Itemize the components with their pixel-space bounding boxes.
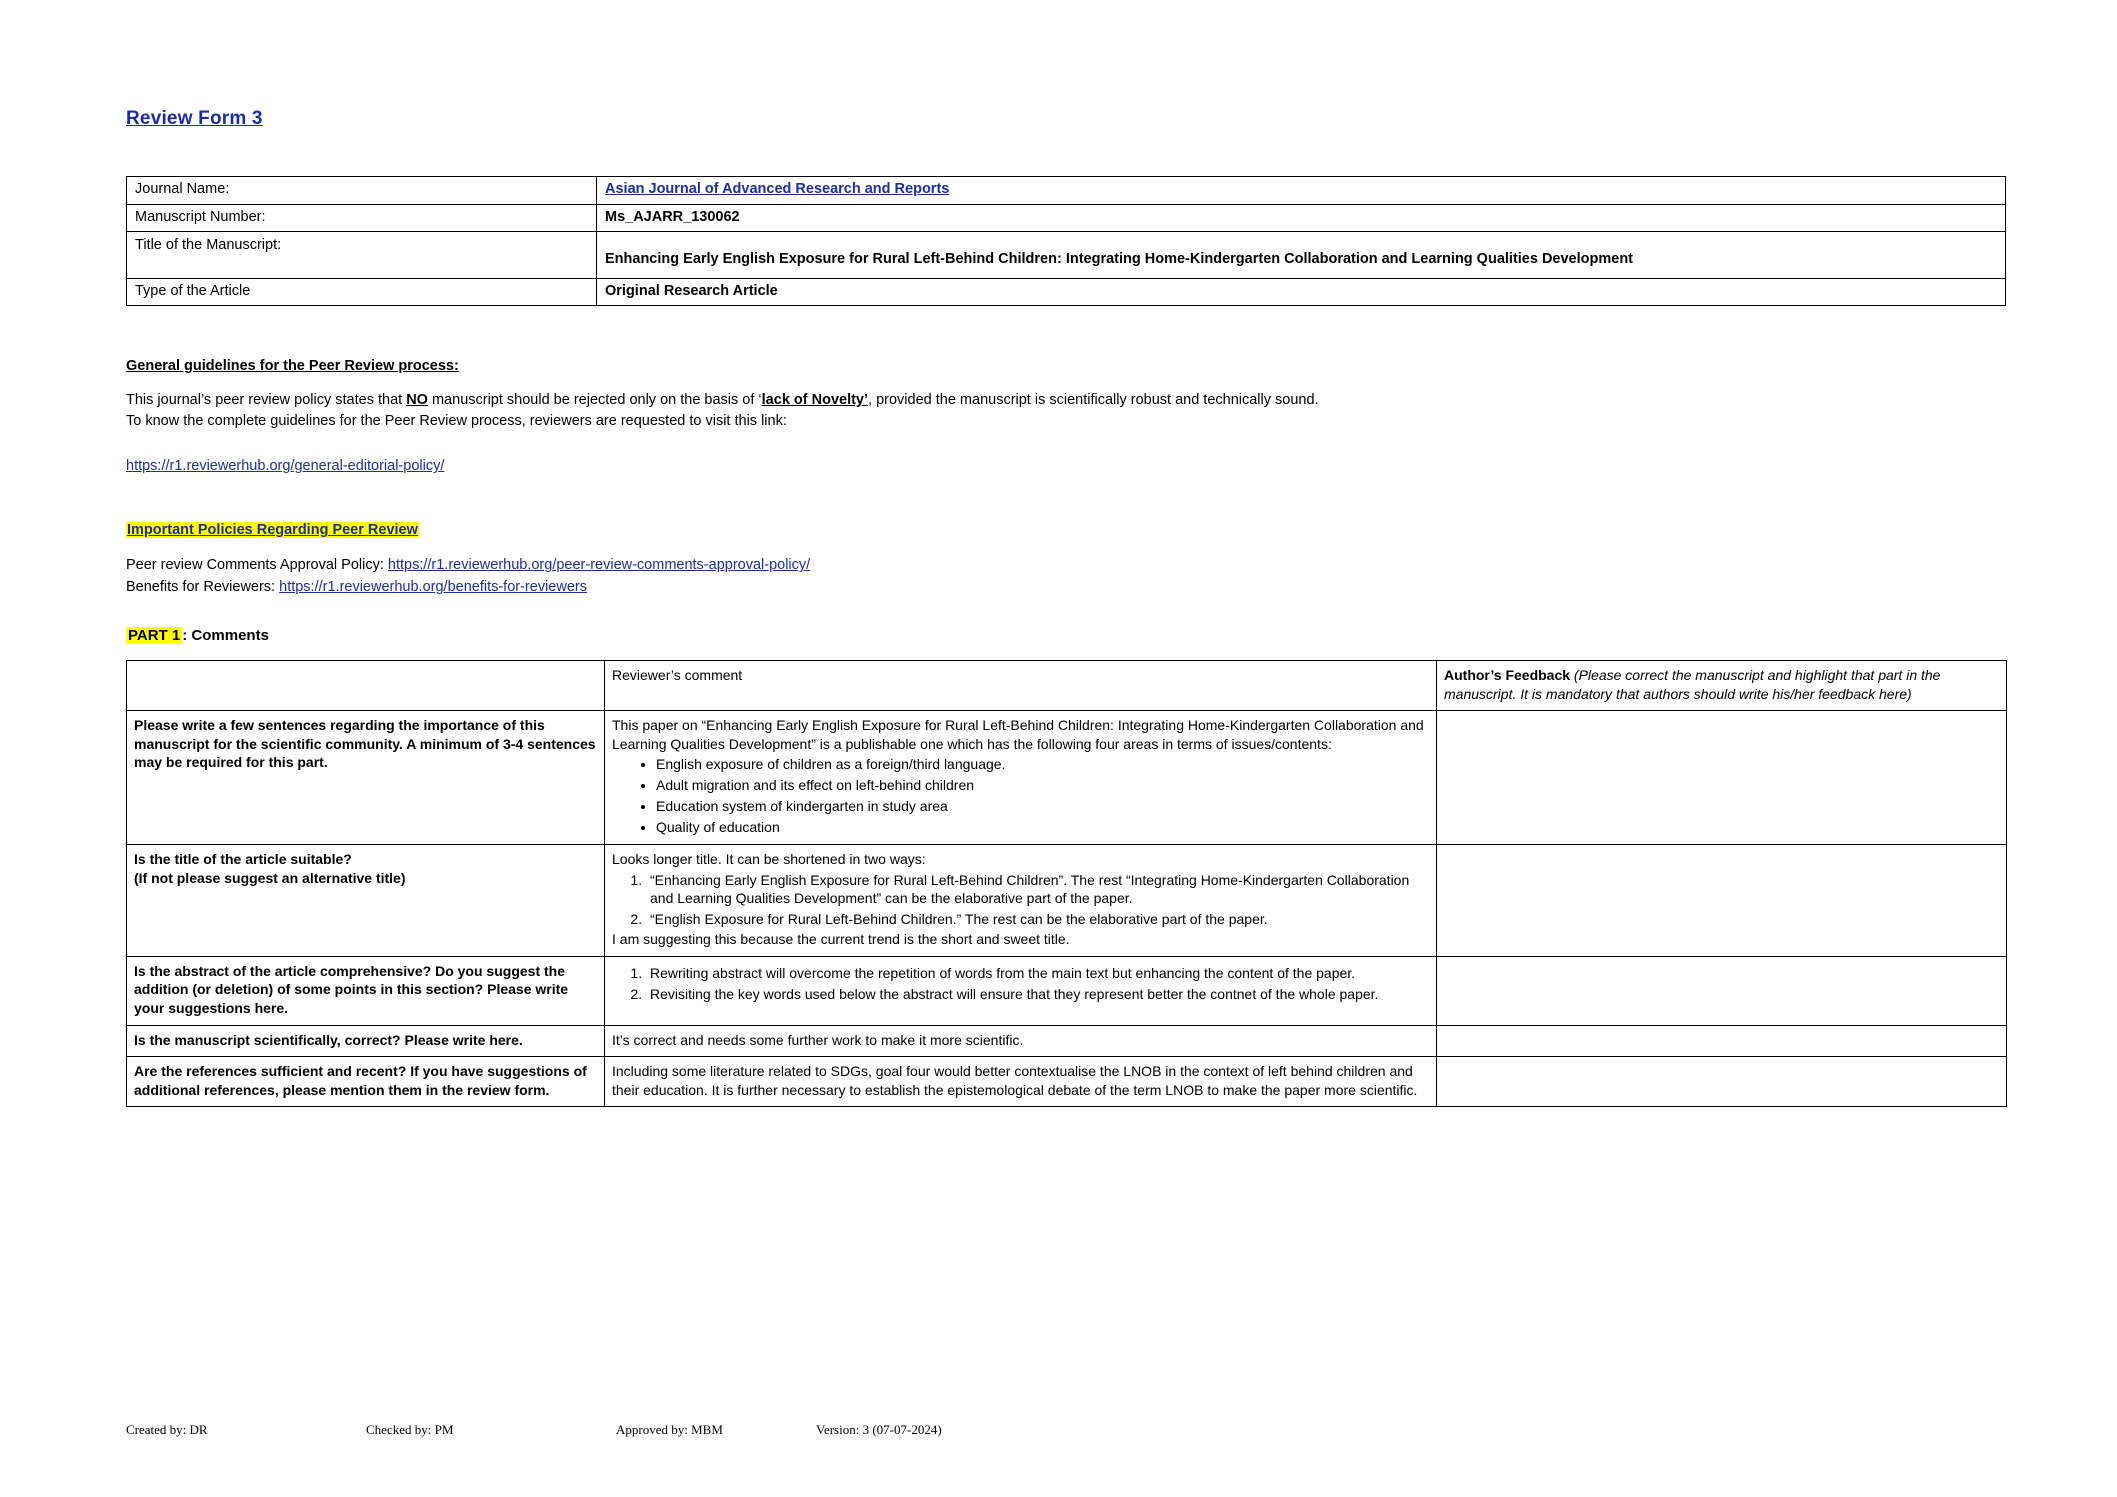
list-item: • English exposure of children as a foreign/third language.: [656, 755, 1429, 774]
list-item: • Quality of education: [656, 818, 1429, 837]
comments-table: [126, 660, 2007, 1108]
table-header-row: [127, 660, 2007, 710]
table-row: [127, 1025, 2007, 1057]
question-title-line2: (If not please suggest an alternative title): [134, 869, 406, 886]
list-item: • Adult migration and its effect on left-behind children: [656, 776, 1429, 795]
part-1-heading: [126, 627, 2006, 644]
comment-bullet-list: [612, 755, 1429, 837]
table-row: [127, 711, 2007, 845]
comment-numbered-list: [612, 964, 1429, 1004]
feedback-importance[interactable]: [1437, 711, 2007, 845]
comment-references: Including some literature related to SDGs, goal four would better contextualise the LNOB in the context of left behind children and their education. It is further necessary to establish the epistemological debate of the term LNOB to make the paper more scientific.: [605, 1057, 1437, 1107]
manuscript-title-label: Title of the Manuscript:: [127, 232, 597, 279]
question-title-line1: Is the title of the article suitable?: [134, 850, 352, 867]
list-item: 2. Revisiting the key words used below the abstract will ensure that they represent better the contnet of the whole paper.: [646, 985, 1429, 1004]
blank-header-cell: [127, 660, 605, 710]
reviewer-comment-header: Reviewer’s comment: [605, 660, 1437, 710]
guidelines-novelty-emphasis: lack of Novelty’: [761, 392, 869, 409]
manuscript-header-table: [126, 176, 2006, 306]
guidelines-text-3: , provided the manuscript is scientifically robust and technically sound.: [868, 392, 1319, 409]
list-item: 2. “English Exposure for Rural Left-Behind Children.” The rest can be the elaborative part of the paper.: [646, 910, 1429, 929]
document-content: [126, 108, 2006, 1107]
comment-intro: This paper on “Enhancing Early English Exposure for Rural Left-Behind Children: Integrating Home-Kindergarten Collaboration and Learning Qualities Development” is a publishable one which has the following four areas in terms of issues/contents:: [612, 717, 1424, 752]
part-1-label: PART 1: [128, 626, 181, 644]
approval-policy-link[interactable]: https://r1.reviewerhub.org/peer-review-comments-approval-policy/: [387, 557, 811, 574]
feedback-references[interactable]: [1437, 1057, 2007, 1107]
guidelines-text-2: manuscript should be rejected only on the basis of ‘: [427, 392, 762, 409]
footer-checked-by: Checked by: PM: [366, 1422, 454, 1437]
page-footer: [126, 1422, 2006, 1438]
authors-feedback-header: [1437, 660, 2007, 710]
question-references: Are the references sufficient and recent? If you have suggestions of additional references, please mention them in the review form.: [127, 1057, 605, 1107]
list-item: 1. Rewriting abstract will overcome the repetition of words from the main text but enhancing the content of the paper.: [646, 964, 1429, 983]
general-guidelines-heading: General guidelines for the Peer Review process:: [126, 358, 459, 375]
table-row: [127, 177, 2006, 205]
comment-importance: [605, 711, 1437, 845]
table-row: [127, 278, 2006, 306]
journal-name-value: [597, 177, 2006, 205]
comment-title-suitable: [605, 844, 1437, 956]
question-scientifically-correct: Is the manuscript scientifically, correct? Please write here.: [127, 1025, 605, 1057]
page-title: Review Form 3: [126, 108, 263, 129]
important-policies-block: [126, 521, 2006, 599]
important-policies-heading: Important Policies Regarding Peer Review: [127, 522, 418, 539]
approval-policy-label: Peer review Comments Approval Policy:: [126, 557, 388, 574]
journal-name-link[interactable]: Asian Journal of Advanced Research and Reports: [605, 181, 950, 197]
guidelines-line2: To know the complete guidelines for the Peer Review process, reviewers are requested to visit this link:: [126, 412, 787, 429]
guidelines-no-emphasis: NO: [406, 392, 428, 409]
question-abstract: Is the abstract of the article comprehensive? Do you suggest the addition (or deletion) of some points in this section? Please write your suggestions here.: [127, 956, 605, 1025]
comment-numbered-list: [612, 871, 1429, 930]
table-row: [127, 232, 2006, 279]
comment-intro: Looks longer title. It can be shortened in two ways:: [612, 850, 926, 867]
article-type-label: Type of the Article: [127, 278, 597, 306]
guidelines-text-1: This journal’s peer review policy states that: [126, 392, 407, 409]
question-importance: Please write a few sentences regarding the importance of this manuscript for the scientific community. A minimum of 3-4 sentences may be required for this part.: [127, 711, 605, 845]
manuscript-number-value: Ms_AJARR_130062: [597, 204, 2006, 232]
benefits-label: Benefits for Reviewers:: [126, 579, 280, 596]
table-row: [127, 844, 2007, 956]
authors-feedback-italic: (Please correct the manuscript and highlight that part in the manuscript. It is mandatory that authors should write his/her feedback here): [1444, 666, 1941, 702]
table-row: [127, 956, 2007, 1025]
comment-outro: I am suggesting this because the current trend is the short and sweet title.: [612, 931, 1070, 948]
footer-created-by: Created by: DR: [126, 1422, 208, 1437]
comment-scientifically-correct: It’s correct and needs some further work to make it more scientific.: [605, 1025, 1437, 1057]
comment-abstract: [605, 956, 1437, 1025]
feedback-abstract[interactable]: [1437, 956, 2007, 1025]
journal-name-label: Journal Name:: [127, 177, 597, 205]
footer-approved-by: Approved by: MBM: [616, 1422, 723, 1437]
table-row: [127, 1057, 2007, 1107]
feedback-scientifically-correct[interactable]: [1437, 1025, 2007, 1057]
list-item: 1. “Enhancing Early English Exposure for Rural Left-Behind Children”. The rest “Integrating Home-Kindergarten Collaboration and Learning Qualities Development” can be the elaborative part of the paper.: [646, 871, 1429, 909]
footer-version: Version: 3 (07-07-2024): [816, 1422, 942, 1437]
part-1-suffix: : Comments: [182, 626, 269, 644]
guidelines-paragraph: [126, 390, 2006, 431]
table-row: [127, 204, 2006, 232]
authors-feedback-bold: Author’s Feedback: [1444, 666, 1574, 683]
feedback-title-suitable[interactable]: [1437, 844, 2007, 956]
question-title-suitable: [127, 844, 605, 956]
policy-links: [126, 555, 2006, 599]
general-editorial-policy-link[interactable]: https://r1.reviewerhub.org/general-editorial-policy/: [126, 458, 445, 475]
benefits-link[interactable]: https://r1.reviewerhub.org/benefits-for-reviewers: [279, 579, 587, 596]
manuscript-number-label: Manuscript Number:: [127, 204, 597, 232]
article-type-value: Original Research Article: [597, 278, 2006, 306]
list-item: • Education system of kindergarten in study area: [656, 797, 1429, 816]
editorial-policy-link-line: [126, 457, 2006, 475]
manuscript-title-value: Enhancing Early English Exposure for Rural Left-Behind Children: Integrating Home-Kindergarten Collaboration and Learning Qualities Development: [597, 232, 2006, 279]
